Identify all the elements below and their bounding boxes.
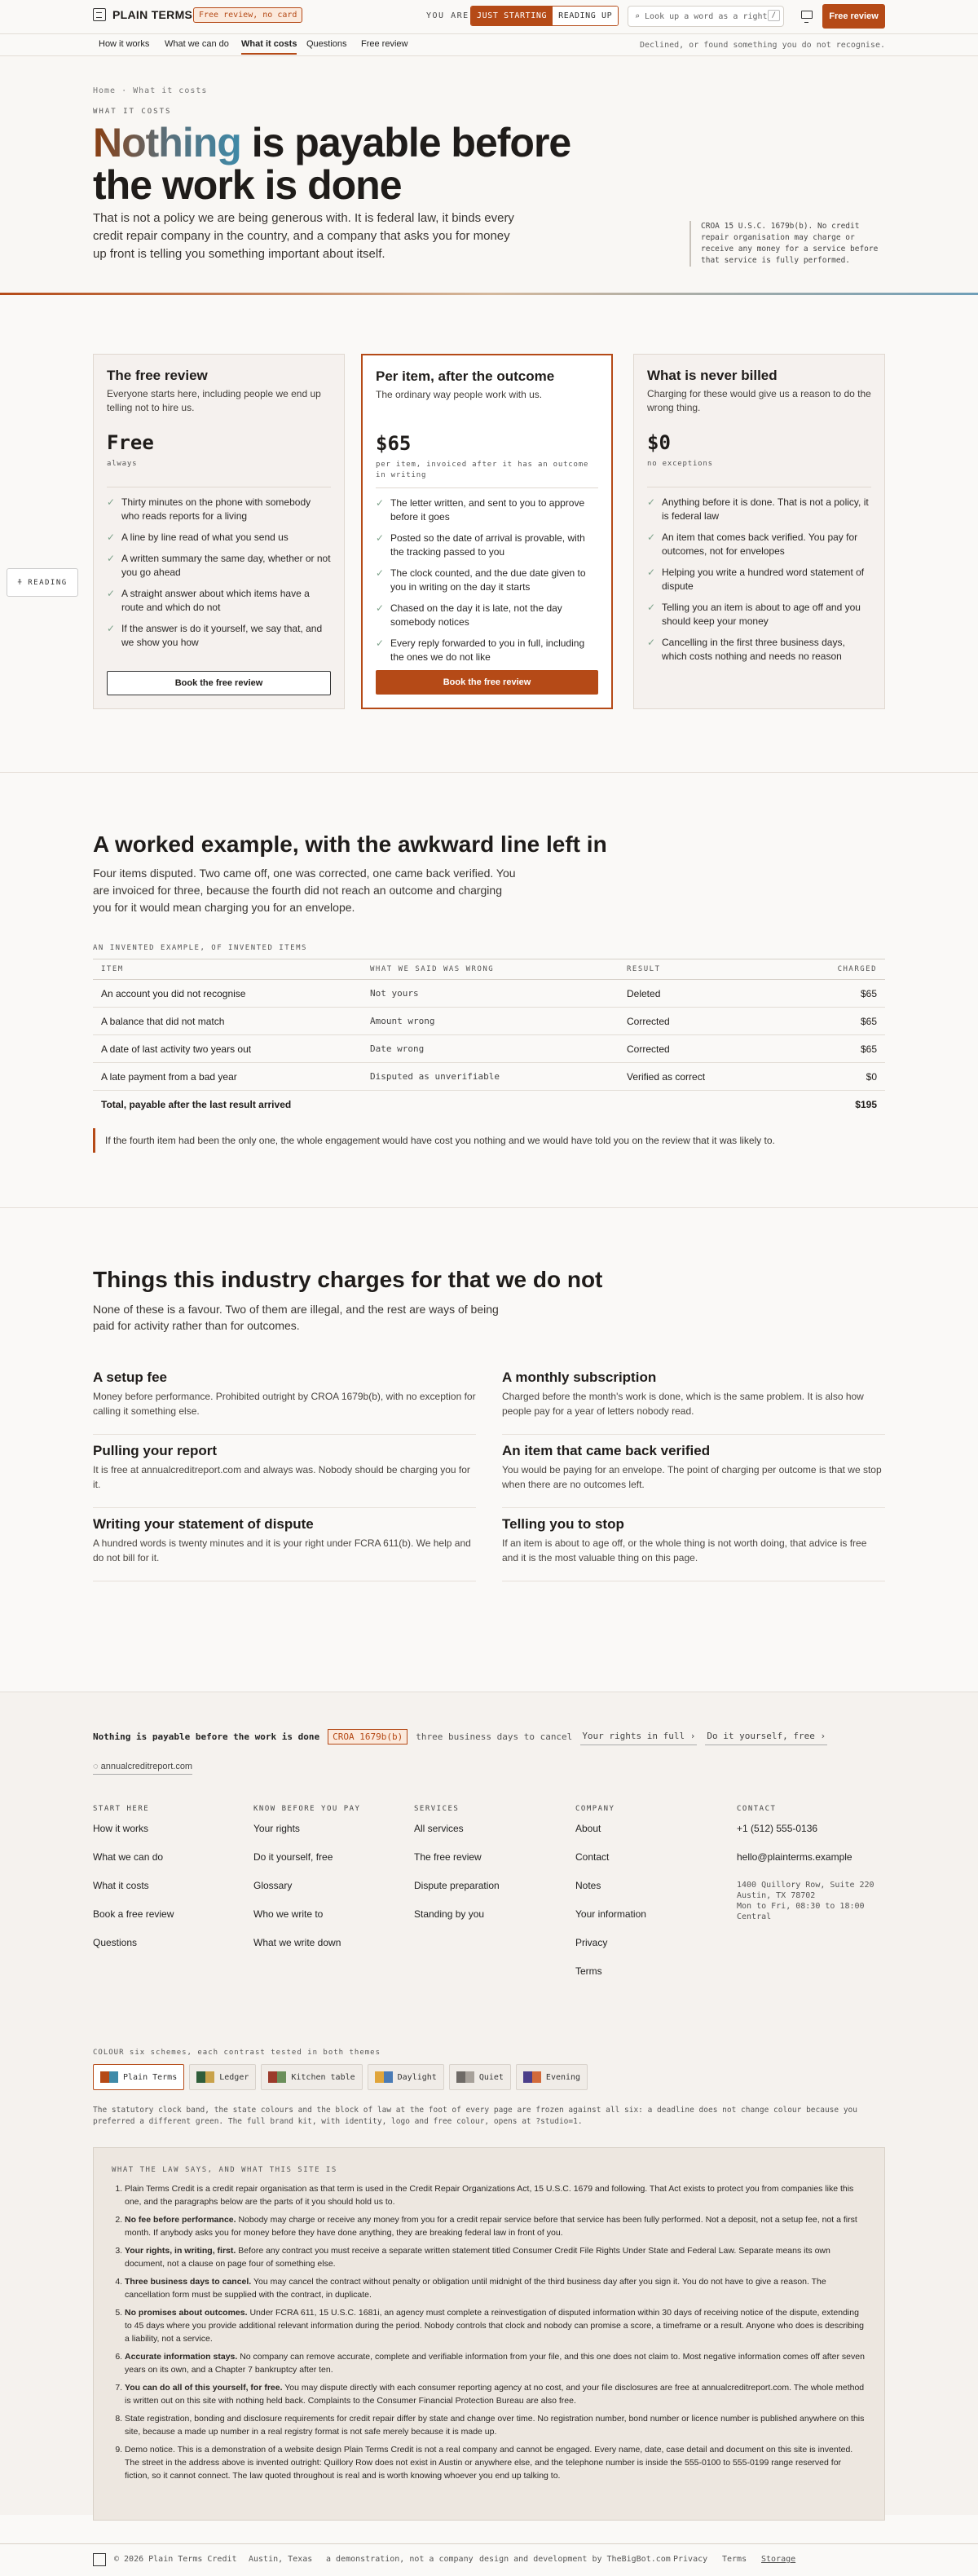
logo[interactable] bbox=[93, 8, 192, 21]
law-item-lead: Three business days to cancel. bbox=[125, 2277, 252, 2287]
law-item-text: You may cancel the contract without penalty or obligation until midnight of the third business day after you sign it. You do not have to give a reason. The cancellation form must be supplied with the contract, in duplicate. bbox=[125, 2277, 826, 2300]
brand-name: PLAIN TERMS bbox=[112, 8, 193, 21]
section-lede: Four items disputed. Two came off, one was corrected, one came back verified. You are invoiced for three, because the fourth did not reach an outcome and charging you for it would mean charging you for an envelope. bbox=[93, 867, 516, 914]
book-free-review-button[interactable]: Book the free review bbox=[376, 670, 598, 695]
law-item-text: Plain Terms Credit is a credit repair organisation as that term is used in the Credit Repair Organizations Act, 15 U.S.C. 1679 and following. That Act exists to protect you from companies like this one, and the paragraphs below are the parts of it you should hold us to. bbox=[125, 2184, 854, 2207]
law-item bbox=[125, 2443, 866, 2482]
footer-link[interactable]: Dispute preparation bbox=[414, 1880, 500, 1891]
swatch-icon bbox=[375, 2071, 393, 2083]
globe-icon: ◌ bbox=[93, 1762, 101, 1771]
cell-charged: $65 bbox=[786, 1008, 885, 1035]
section-lede: None of these is a favour. Two of them are illegal, and the rest are ways of being paid for activity rather than for outcomes. bbox=[93, 1303, 499, 1332]
col-header-item: ITEM bbox=[93, 959, 362, 980]
breadcrumb[interactable]: Home · What it costs bbox=[93, 86, 208, 95]
law-item-text: No company can remove accurate, complete and verifiable information from your file, and this one does not claim to. Most negative information comes off after seven years on its own, and a Chapter 7 bankruptcy after ten. bbox=[125, 2352, 865, 2375]
col-heading: KNOW BEFORE YOU PAY bbox=[253, 1805, 361, 1813]
nav-tagline[interactable]: Declined, or found something you do not recognise. bbox=[639, 41, 885, 50]
cell-item: A date of last activity two years out bbox=[93, 1035, 362, 1063]
card-title: The free review bbox=[107, 368, 208, 383]
card-subtitle: The ordinary way people work with us. bbox=[376, 389, 543, 400]
scheme-label: Ledger bbox=[219, 2072, 249, 2082]
just-starting-option[interactable]: JUST STARTING bbox=[471, 7, 553, 25]
scheme-label: Quiet bbox=[478, 2072, 504, 2082]
cell-result: Deleted bbox=[619, 980, 786, 1008]
search-input[interactable] bbox=[628, 6, 784, 27]
cell-result: Corrected bbox=[619, 1035, 786, 1063]
scheme-evening[interactable] bbox=[516, 2064, 588, 2090]
law-item bbox=[125, 2412, 866, 2438]
law-item bbox=[125, 2381, 866, 2407]
item-text: A hundred words is twenty minutes and it is your right under FCRA 611(b). We help and do not bill for it. bbox=[93, 1537, 471, 1564]
annual-link-text: annualcreditreport.com bbox=[100, 1762, 193, 1771]
law-item-text: You may dispute directly with each consumer reporting agency at no cost, and your file disclosures are free at annualcreditreport.com. The whole method is written out on this site with nothing held back. Complaints to the Consumer Financial Protection Bureau are also free. bbox=[125, 2383, 865, 2406]
swatch-icon bbox=[523, 2071, 541, 2083]
col-heading: SERVICES bbox=[414, 1805, 460, 1813]
cell-item: An account you did not recognise bbox=[93, 980, 362, 1008]
swatch-icon bbox=[268, 2071, 286, 2083]
footer-link[interactable]: Notes bbox=[575, 1880, 601, 1891]
card-price: Free bbox=[107, 431, 154, 454]
card-price-note: per item, invoiced after it has an outcome in writing bbox=[376, 461, 589, 479]
feature-item: ✓ A written summary the same day, whether or not you go ahead bbox=[107, 552, 331, 580]
footer-link[interactable]: What we can do bbox=[93, 1851, 164, 1863]
footer-link[interactable]: All services bbox=[414, 1823, 464, 1834]
card-subtitle: Charging for these would give us a reason to do the wrong thing. bbox=[647, 388, 871, 413]
main-nav bbox=[0, 34, 978, 56]
law-item-text: Demo notice. This is a demonstration of a website design Plain Terms Credit is not a real company and cannot be engaged. Every name, date, case detail and document on this site is invented. The street in the address above is invented outright: Quillory Row does not exist in Austin or anywhere else, and the telephone number is inside the 555-0100 to 555-0199 range reserved for fiction, so it cannot connect. The law quoted throughout is real and is worth knowing whoever you end up talking to. bbox=[125, 2445, 853, 2481]
rights-link[interactable]: Your rights in full › bbox=[580, 1727, 697, 1745]
table-total-row bbox=[93, 1091, 885, 1118]
feature-item: ✓ A straight answer about which items have a route and which do not bbox=[107, 587, 331, 615]
free-review-badge: Free review, no card bbox=[193, 7, 302, 23]
item-text: You would be paying for an envelope. The point of charging per outcome is that we stop when there are no outcomes left. bbox=[502, 1464, 882, 1490]
footer-link[interactable]: Glossary bbox=[253, 1880, 293, 1891]
footer-link[interactable]: What it costs bbox=[93, 1880, 149, 1891]
scheme-label: Evening bbox=[545, 2072, 581, 2082]
feature-item: ✓ The letter written, and sent to you to approve before it goes bbox=[376, 496, 598, 524]
page-title bbox=[93, 121, 582, 206]
worked-example-table bbox=[93, 959, 885, 1118]
bottom-bar bbox=[0, 2543, 978, 2576]
footer-link[interactable]: Privacy bbox=[575, 1937, 608, 1948]
feature-item: ✓ If the answer is do it yourself, we say that, and we show you how bbox=[107, 622, 331, 650]
design-credit[interactable]: design and development by TheBigBot.com bbox=[479, 2555, 671, 2564]
privacy-link[interactable]: Privacy bbox=[673, 2555, 708, 2564]
colour-scheme-picker bbox=[93, 2064, 588, 2090]
footer-strip bbox=[93, 1727, 827, 1745]
feature-item: ✓ Every reply forwarded to you in full, including the ones we do not like bbox=[376, 637, 598, 664]
total-value: $195 bbox=[855, 1098, 877, 1110]
footer-link[interactable]: Who we write to bbox=[253, 1908, 324, 1920]
not-charged-item bbox=[93, 1516, 476, 1581]
card-subtitle: Everyone starts here, including people we end up telling not to hire us. bbox=[107, 388, 321, 413]
law-item-lead: Accurate information stays. bbox=[125, 2352, 238, 2362]
table-row bbox=[93, 1008, 885, 1035]
worked-example-section bbox=[0, 773, 978, 1207]
item-title: An item that came back verified bbox=[502, 1443, 711, 1458]
col-heading: COMPANY bbox=[575, 1805, 615, 1813]
card-title: What is never billed bbox=[647, 368, 778, 383]
cell-wrong: Not yours bbox=[362, 980, 619, 1008]
feature-item: ✓ Cancelling in the first three business days, which costs nothing and needs no reason bbox=[647, 636, 871, 664]
swatch-icon bbox=[196, 2071, 214, 2083]
scheme-note: The statutory clock band, the state colours and the block of law at the foot of every page are frozen against all six: a deadline does not change colour because you preferred a different green. The full brand kit, with identity, logo and free colour, opens at ?studio=1. bbox=[93, 2106, 857, 2126]
item-text: It is free at annualcreditreport.com and always was. Nobody should be charging you for it. bbox=[93, 1464, 470, 1490]
strip-headline: Nothing is payable before the work is done bbox=[93, 1731, 320, 1742]
croa-badge: CROA 1679b(b) bbox=[328, 1729, 408, 1745]
feature-item: ✓ Telling you an item is about to age off and you should keep your money bbox=[647, 601, 871, 629]
law-item-lead: No promises about outcomes. bbox=[125, 2308, 248, 2318]
footer-link[interactable]: Standing by you bbox=[414, 1908, 485, 1920]
footer-link[interactable]: Do it yourself, free bbox=[253, 1851, 333, 1863]
footer-link[interactable]: Book a free review bbox=[93, 1908, 174, 1920]
cell-wrong: Disputed as unverifiable bbox=[362, 1063, 619, 1091]
law-item bbox=[125, 2275, 866, 2301]
reading-icon: ⍏ bbox=[17, 578, 24, 587]
not-charged-item bbox=[93, 1443, 476, 1508]
scheme-plain-terms[interactable] bbox=[93, 2064, 184, 2090]
cell-charged: $0 bbox=[786, 1063, 885, 1091]
logo-icon[interactable] bbox=[93, 2553, 106, 2566]
footer-col-company bbox=[575, 1805, 722, 1994]
cell-wrong: Date wrong bbox=[362, 1035, 619, 1063]
law-item-text: Under FCRA 611, 15 U.S.C. 1681i, an agency must complete a reinvestigation of disputed information within 30 days of receiving notice of the dispute, extending to 45 days where you provide additional relevant information during the period. Nobody controls that clock and nobody can promise a score, a timeframe or a result. Anyone who does is describing a liability, not a service. bbox=[125, 2308, 865, 2344]
address-line: 1400 Quillory Row, Suite 220 bbox=[737, 1881, 874, 1890]
footer-link[interactable]: About bbox=[575, 1823, 601, 1834]
table-row bbox=[93, 1063, 885, 1091]
cell-wrong: Amount wrong bbox=[362, 1008, 619, 1035]
scheme-quiet[interactable] bbox=[449, 2064, 511, 2090]
law-item bbox=[125, 2213, 866, 2239]
footer-link[interactable]: Contact bbox=[575, 1851, 610, 1863]
feature-item: ✓ Posted so the date of arrival is provable, with the tracking passed to you bbox=[376, 532, 598, 559]
law-list bbox=[112, 2182, 866, 2482]
card-price: $65 bbox=[376, 432, 412, 455]
not-charged-item bbox=[502, 1370, 885, 1435]
footer-col-start bbox=[93, 1805, 240, 1965]
law-item-text: Nobody may charge or receive any money from you for a credit repair service before that service has been fully performed. Not a deposit, not a setup fee, not a first month. If anybody asks you for money before they have done anything, they are breaking federal law in front of you. bbox=[125, 2215, 857, 2238]
search-shortcut-key: / bbox=[768, 10, 780, 21]
footer-link[interactable]: The free review bbox=[414, 1851, 482, 1863]
law-item-lead: You can do all of this yourself, for free. bbox=[125, 2383, 283, 2393]
top-bar bbox=[0, 0, 978, 34]
pricing-section bbox=[0, 295, 978, 772]
terms-link[interactable]: Terms bbox=[722, 2555, 747, 2564]
item-title: Pulling your report bbox=[93, 1443, 218, 1458]
feature-item: ✓ Anything before it is done. That is not a policy, it is federal law bbox=[647, 496, 871, 523]
reading-up-option[interactable]: READING UP bbox=[553, 7, 618, 25]
swatch-icon bbox=[100, 2071, 118, 2083]
law-item-lead: Your rights, in writing, first. bbox=[125, 2246, 236, 2256]
item-title: Writing your statement of dispute bbox=[93, 1516, 314, 1532]
footer-link[interactable]: Questions bbox=[93, 1937, 138, 1948]
nav-how-it-works[interactable]: How it works bbox=[99, 39, 150, 49]
footer-link[interactable]: What we write down bbox=[253, 1937, 341, 1948]
law-item-lead: No fee before performance. bbox=[125, 2215, 236, 2225]
location: Austin, Texas bbox=[249, 2555, 313, 2564]
table-row bbox=[93, 1035, 885, 1063]
col-heading: CONTACT bbox=[737, 1805, 777, 1813]
feature-item: ✓ The clock counted, and the due date given to you in writing on the day it starts bbox=[376, 567, 598, 594]
feature-item: ✓ Helping you write a hundred word statement of dispute bbox=[647, 566, 871, 593]
scheme-kitchen-table[interactable] bbox=[261, 2064, 362, 2090]
eyebrow: WHAT IT COSTS bbox=[93, 108, 172, 116]
law-item bbox=[125, 2306, 866, 2345]
address-city: Austin, TX 78702 bbox=[737, 1891, 816, 1900]
not-charged-item bbox=[502, 1516, 885, 1581]
nav-what-it-costs[interactable]: What it costs bbox=[241, 39, 297, 55]
reader-mode-toggle bbox=[470, 6, 619, 26]
reading-label: READING bbox=[28, 578, 68, 587]
item-title: A monthly subscription bbox=[502, 1370, 657, 1385]
card-title: Per item, after the outcome bbox=[376, 368, 555, 384]
law-item bbox=[125, 2182, 866, 2208]
hero-section bbox=[0, 56, 978, 295]
item-text: Money before performance. Prohibited outright by CROA 1679b(b), with no exception for calling it something else. bbox=[93, 1391, 476, 1417]
display-theme-icon[interactable] bbox=[801, 11, 813, 19]
nav-free-review[interactable]: Free review bbox=[361, 39, 408, 49]
footer-link[interactable]: How it works bbox=[93, 1823, 149, 1834]
table-note: If the fourth item had been the only one, the whole engagement would have cost you nothing and we would have told you on the review that it was likely to. bbox=[93, 1128, 885, 1153]
search-placeholder: Look up a word as a right bbox=[645, 11, 768, 21]
scheme-ledger[interactable] bbox=[189, 2064, 256, 2090]
nav-what-we-can-do[interactable]: What we can do bbox=[165, 39, 229, 49]
law-heading: WHAT THE LAW SAYS, AND WHAT THIS SITE IS bbox=[112, 2166, 337, 2174]
footer bbox=[0, 1692, 978, 2515]
demo-note: a demonstration, not a company bbox=[326, 2555, 474, 2564]
card-feature-list bbox=[376, 487, 598, 664]
feature-item: ✓ Chased on the day it is late, not the day somebody notices bbox=[376, 602, 598, 629]
reading-toggle[interactable] bbox=[7, 568, 78, 597]
law-item bbox=[125, 2244, 866, 2270]
cell-charged: $65 bbox=[786, 980, 885, 1008]
free-review-button[interactable]: Free review bbox=[822, 4, 885, 29]
diy-link[interactable]: Do it yourself, free › bbox=[705, 1727, 827, 1745]
footer-link[interactable]: Your rights bbox=[253, 1823, 300, 1834]
law-item-text: Before any contract you must receive a separate written statement titled Consumer Credit File Rights Under State and Federal Law. Separate means its own document, not a clause on page four of something else. bbox=[125, 2246, 830, 2269]
feature-item: ✓ Thirty minutes on the phone with somebody who reads reports for a living bbox=[107, 496, 331, 523]
feature-item: ✓ An item that comes back verified. You pay for outcomes, not for envelopes bbox=[647, 531, 871, 558]
scheme-label: Plain Terms bbox=[123, 2072, 178, 2082]
hero-lede: That is not a policy we are being generous with. It is federal law, it binds every credit repair company in the country, and a company that asks you for money up front is telling you something important about itself. bbox=[93, 211, 514, 261]
not-charged-item bbox=[93, 1370, 476, 1435]
search-icon: ⌕ bbox=[635, 11, 641, 21]
copyright: © 2026 Plain Terms Credit bbox=[114, 2555, 237, 2564]
colour-scheme-label: COLOUR six schemes, each contrast tested in both themes bbox=[93, 2049, 381, 2057]
card-per-item bbox=[361, 354, 613, 709]
card-price: $0 bbox=[647, 431, 671, 454]
logo-icon bbox=[93, 8, 106, 21]
col-header-wrong: WHAT WE SAID WAS WRONG bbox=[362, 959, 619, 980]
item-text: If an item is about to age off, or the whole thing is not worth doing, that advice is free and it is the most valuable thing on this page. bbox=[502, 1537, 867, 1564]
footer-link[interactable]: Your information bbox=[575, 1908, 646, 1920]
book-free-review-button[interactable]: Book the free review bbox=[107, 671, 331, 695]
footer-col-services bbox=[414, 1805, 561, 1937]
cell-result: Corrected bbox=[619, 1008, 786, 1035]
croa-aside: CROA 15 U.S.C. 1679b(b). No credit repair organisation may charge or receive any money for a service before that service is fully performed. bbox=[689, 221, 885, 267]
table-row bbox=[93, 980, 885, 1008]
scheme-label: Kitchen table bbox=[291, 2072, 355, 2082]
phone-link[interactable]: +1 (512) 555-0136 bbox=[737, 1823, 818, 1834]
card-free-review bbox=[93, 354, 345, 709]
email-link[interactable]: hello@plainterms.example bbox=[737, 1851, 852, 1863]
office-hours: Mon to Fri, 08:30 to 18:00 Central bbox=[737, 1902, 865, 1921]
card-never-billed bbox=[633, 354, 885, 709]
col-heading: START HERE bbox=[93, 1805, 150, 1813]
scheme-daylight[interactable] bbox=[368, 2064, 444, 2090]
cell-result: Verified as correct bbox=[619, 1063, 786, 1091]
table-header-row bbox=[93, 959, 885, 980]
footer-col-contact bbox=[737, 1805, 885, 1922]
annualcreditreport-link[interactable] bbox=[93, 1759, 192, 1775]
item-text: Charged before the month's work is done, which is the same problem. It is also how people pay for a year of letters nobody read. bbox=[502, 1391, 864, 1417]
you-are-label: YOU ARE bbox=[426, 11, 469, 20]
item-title: Telling you to stop bbox=[502, 1516, 624, 1532]
law-block bbox=[93, 2147, 885, 2521]
not-charged-item bbox=[502, 1443, 885, 1508]
cell-item: A late payment from a bad year bbox=[93, 1063, 362, 1091]
feature-item: ✓ A line by line read of what you send us bbox=[107, 531, 331, 545]
card-feature-list bbox=[647, 487, 871, 664]
law-item-text: State registration, bonding and disclosure requirements for credit repair differ by state and change over time. No registration number, bond number or licence number is published anywhere on this site, because a made up number in a real registry format is not safe merely because it is made up. bbox=[125, 2414, 865, 2437]
table-caption: AN INVENTED EXAMPLE, OF INVENTED ITEMS bbox=[93, 944, 307, 952]
card-price-note: always bbox=[107, 460, 138, 468]
cell-charged: $65 bbox=[786, 1035, 885, 1063]
total-label: Total, payable after the last result arrived bbox=[101, 1098, 292, 1110]
item-title: A setup fee bbox=[93, 1370, 168, 1385]
storage-link[interactable]: Storage bbox=[761, 2555, 796, 2564]
cancel-days-text: three business days to cancel bbox=[416, 1731, 573, 1742]
col-header-result: RESULT bbox=[619, 959, 786, 980]
footer-link[interactable]: Terms bbox=[575, 1965, 602, 1977]
section-title: Things this industry charges for that we do not bbox=[93, 1267, 603, 1292]
nav-questions[interactable]: Questions bbox=[306, 39, 347, 49]
title-highlight: Nothing bbox=[93, 120, 241, 165]
title-rest: is payable before the work is done bbox=[93, 120, 571, 208]
card-price-note: no exceptions bbox=[647, 460, 713, 468]
footer-col-know bbox=[253, 1805, 400, 1965]
not-charged-section bbox=[0, 1208, 978, 1692]
scheme-label: Daylight bbox=[397, 2072, 437, 2082]
cell-item: A balance that did not match bbox=[93, 1008, 362, 1035]
section-title: A worked example, with the awkward line left in bbox=[93, 831, 607, 857]
law-item bbox=[125, 2350, 866, 2376]
card-feature-list bbox=[107, 487, 331, 650]
swatch-icon bbox=[456, 2071, 474, 2083]
col-header-charged: CHARGED bbox=[786, 959, 885, 980]
